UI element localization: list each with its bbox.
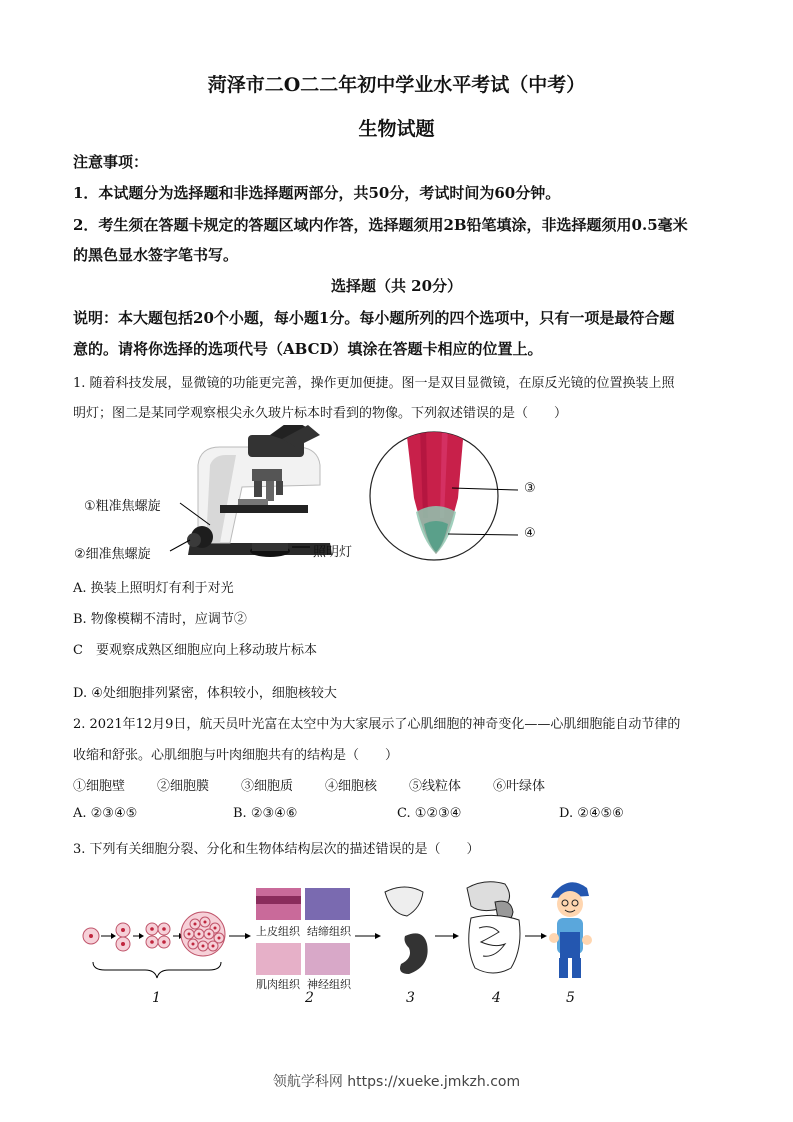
q2-option-b: B. ②③④⑥ bbox=[233, 806, 298, 821]
child-figure bbox=[549, 882, 592, 978]
label-circle-4: ④ bbox=[524, 526, 536, 541]
q3-stem: 3. 下列有关细胞分裂、分化和生物体结构层次的描述错误的是（ ） bbox=[73, 842, 480, 857]
q2-stem-line2: 收缩和舒张。心肌细胞与叶肉细胞共有的结构是（ ） bbox=[73, 748, 399, 763]
two-cells bbox=[116, 923, 130, 951]
single-cell bbox=[83, 928, 99, 944]
notice-item-1: 1．本试题分为选择题和非选择题两部分，共50分，考试时间为60分钟。 bbox=[73, 184, 561, 202]
four-cells bbox=[146, 923, 170, 948]
fig-number-5: 5 bbox=[566, 990, 575, 1006]
label-fine-focus: ②细准焦螺旋 bbox=[74, 547, 151, 562]
fig-number-3: 3 bbox=[406, 990, 415, 1006]
q1-option-b: B. 物像模糊不清时，应调节② bbox=[73, 612, 247, 627]
fig-number-2: 2 bbox=[305, 990, 314, 1006]
section-desc-line2: 意的。请将你选择的选项代号（ABCD）填涂在答题卡相应的位置上。 bbox=[73, 340, 543, 358]
root-tip-figure bbox=[368, 428, 548, 566]
footer-watermark: 领航学科网 https://xueke.jmkzh.com bbox=[272, 1074, 521, 1090]
tissue-label-nerve: 神经组织 bbox=[307, 978, 351, 991]
fig-number-4: 4 bbox=[492, 990, 501, 1006]
page-title: 菏泽市二O二二年初中学业水平考试（中考） bbox=[207, 74, 586, 96]
notice-item-2-line2: 的黑色显水签字笔书写。 bbox=[73, 246, 239, 264]
q2-structure-4: ④细胞核 bbox=[325, 779, 378, 794]
q2-option-a: A. ②③④⑤ bbox=[73, 806, 138, 821]
section-desc-line1: 说明：本大题包括20个小题，每小题1分。每小题所列的四个选项中，只有一项是最符合题 bbox=[73, 309, 675, 327]
page-subtitle: 生物试题 bbox=[358, 118, 435, 140]
tissue-label-muscle: 肌肉组织 bbox=[256, 978, 300, 991]
q1-option-d: D. ④处细胞排列紧密，体积较小，细胞核较大 bbox=[73, 686, 337, 701]
q1-stem-line2: 明灯；图二是某同学观察根尖永久玻片标本时看到的物像。下列叙述错误的是（ ） bbox=[73, 406, 568, 421]
tissue-label-epithelial: 上皮组织 bbox=[256, 925, 300, 938]
cell-mass bbox=[181, 912, 225, 956]
notice-item-2-line1: 2．考生须在答题卡规定的答题区域内作答，选择题须用2B铅笔填涂，非选择题须用0.5毫米 bbox=[73, 216, 688, 234]
q2-structure-1: ①细胞壁 bbox=[73, 779, 126, 794]
section-title: 选择题（共 20分） bbox=[330, 277, 463, 295]
notice-heading: 注意事项： bbox=[73, 153, 149, 171]
label-circle-3: ③ bbox=[524, 481, 536, 496]
label-lamp: 照明灯 bbox=[313, 545, 353, 560]
q1-option-c: C 要观察成熟区细胞应向上移动玻片标本 bbox=[73, 643, 317, 658]
q2-structure-2: ②细胞膜 bbox=[157, 779, 210, 794]
q2-option-c: C. ①②③④ bbox=[397, 806, 462, 821]
q2-stem-line1: 2. 2021年12月9日，航天员叶光富在太空中为大家展示了心肌细胞的神奇变化——心肌细胞能自动节律的 bbox=[73, 717, 681, 732]
q2-structure-3: ③细胞质 bbox=[241, 779, 294, 794]
q1-stem-line1: 1. 随着科技发展，显微镜的功能更完善，操作更加便捷。图一是双目显微镜，在原反光镜的位置换装上照 bbox=[73, 376, 675, 391]
tissue-label-connective: 结缔组织 bbox=[307, 925, 351, 938]
q2-structure-5: ⑤线粒体 bbox=[409, 779, 462, 794]
q2-option-d: D. ②④⑤⑥ bbox=[559, 806, 624, 821]
label-coarse-focus: ①粗准焦螺旋 bbox=[84, 499, 161, 514]
q1-option-a: A. 换装上照明灯有利于对光 bbox=[73, 581, 234, 596]
fig-number-1: 1 bbox=[152, 990, 161, 1006]
q2-structure-6: ⑥叶绿体 bbox=[493, 779, 546, 794]
